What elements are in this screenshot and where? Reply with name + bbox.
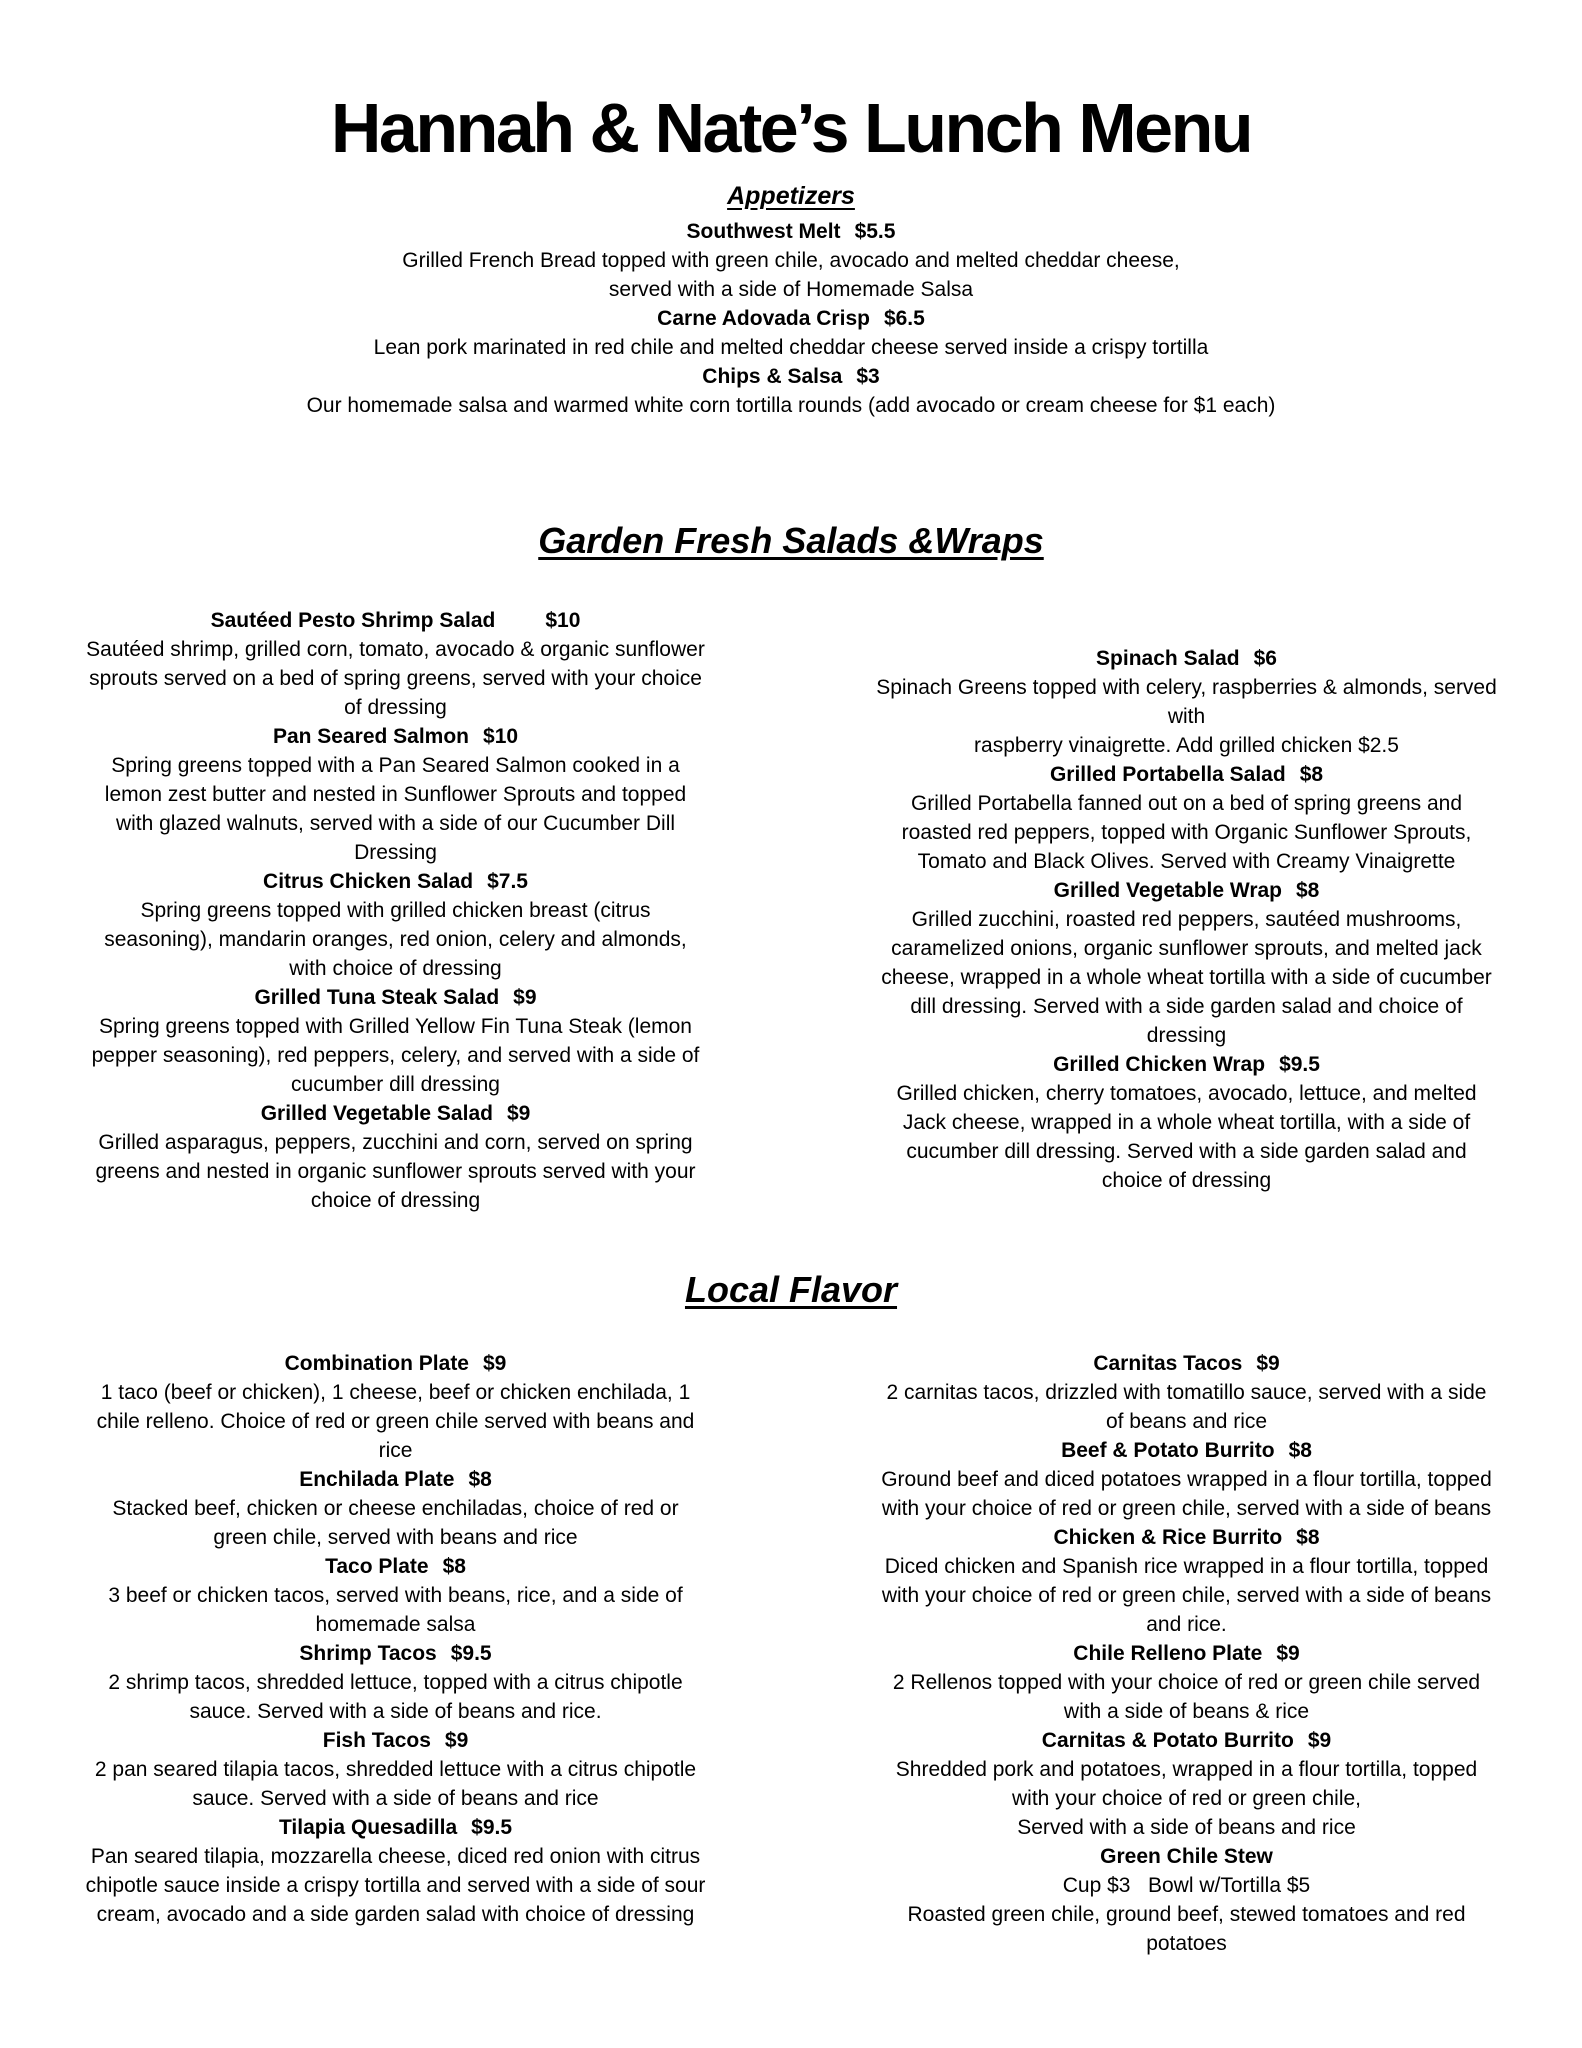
menu-item-name-line [836,1842,1537,1871]
menu-item [45,983,746,1099]
menu-item-desc-line: chipotle sauce inside a crispy tortilla and served with a side of sour [85,1873,706,1897]
menu-item [45,1099,746,1215]
menu-item-price: $9 [444,1728,469,1752]
menu-item-name-line [836,644,1537,673]
menu-item-desc-line: dressing [1146,1023,1227,1047]
menu-item-name: Carnitas & Potato Burrito [1041,1728,1294,1752]
menu-item-price: $7.5 [487,869,528,893]
menu-item-desc-line: choice of dressing [1101,1168,1272,1192]
menu-item-desc-line: 3 beef or chicken tacos, served with beans, rice, and a side of [108,1583,683,1607]
menu-item-desc-line: with glazed walnuts, served with a side of our Cucumber Dill [115,811,676,835]
menu-item-desc-line: cream, avocado and a side garden salad with choice of dressing [96,1902,695,1926]
menu-item-desc-line: Spring greens topped with Grilled Yellow Fin Tuna Steak (lemon [98,1014,692,1038]
menu-item-price: $9.5 [1279,1052,1320,1076]
menu-item-desc-line: of dressing [344,695,447,719]
menu-item-name-line [0,362,1582,391]
menu-item-desc-line: Grilled Portabella fanned out on a bed of spring greens and [910,791,1463,815]
menu-item-name-line [836,1726,1537,1755]
section-appetizers [0,182,1582,420]
menu-item-desc-line: 1 taco (beef or chicken), 1 cheese, beef or chicken enchilada, 1 [100,1380,691,1404]
menu-item-price: $9 [1276,1641,1300,1665]
salads-right-column [791,606,1582,1195]
menu-item-name-line [45,1099,746,1128]
menu-item-name: Sautéed Pesto Shrimp Salad [210,608,496,632]
menu-item-price: $8 [442,1554,466,1578]
menu-item-desc-line: with choice of dressing [289,956,502,980]
menu-item-name: Grilled Chicken Wrap [1053,1052,1266,1076]
menu-item-desc-line: cucumber dill dressing. Served with a side garden salad and [906,1139,1467,1163]
menu-item-desc-line: sauce. Served with a side of beans and rice [192,1786,599,1810]
menu-item-name: Carnitas Tacos [1093,1351,1243,1375]
menu-item-name-line [45,1813,746,1842]
menu-item [45,1726,746,1813]
menu-item-desc-line: greens and nested in organic sunflower sprouts served with your [95,1159,696,1183]
menu-item-name: Southwest Melt [686,219,841,243]
menu-item-price: $8 [1299,762,1324,786]
menu-item-price: $9 [483,1351,507,1375]
menu-item-desc-line: lemon zest butter and nested in Sunflower Sprouts and topped [104,782,687,806]
menu-item-name-line [836,1050,1537,1079]
menu-item-name: Carne Adovada Crisp [657,306,870,330]
menu-item-price: $10 [545,608,581,632]
appetizers-items [0,217,1582,420]
page-title: Hannah & Nate’s Lunch Menu [330,89,1252,167]
local-flavor-columns [0,1349,1582,1958]
menu-item-price: $6 [1253,646,1277,670]
menu-item-desc-line: Pan seared tilapia, mozzarella cheese, diced red onion with citrus [90,1844,701,1868]
menu-item-price: $8 [468,1467,492,1491]
menu-item-desc-line: Grilled zucchini, roasted red peppers, sautéed mushrooms, [911,907,1462,931]
menu-item-name: Fish Tacos [322,1728,431,1752]
menu-item-name: Chile Relleno Plate [1073,1641,1263,1665]
menu-item-desc-line: cheese, wrapped in a whole wheat tortilla with a side of cucumber [881,965,1492,989]
section-heading-appetizers: Appetizers [727,181,855,210]
menu-item-name-line [45,1552,746,1581]
menu-item-desc-line: with your choice of red or green chile, [1011,1786,1361,1810]
menu-item-desc-line: with [1167,704,1206,728]
menu-item-desc-line: Dressing [354,840,437,864]
menu-item-name: Grilled Vegetable Wrap [1053,878,1282,902]
menu-item-name: Green Chile Stew [1100,1844,1273,1868]
menu-item-price: $9 [1256,1351,1280,1375]
menu-item-desc-line: with your choice of red or green chile, served with a side of beans [881,1583,1492,1607]
menu-item-name: Spinach Salad [1096,646,1240,670]
menu-item-desc-line: sprouts served on a bed of spring greens, served with your choice [89,666,702,690]
menu-item-name-line [836,1349,1537,1378]
menu-item-name: Chips & Salsa [702,364,843,388]
menu-item-desc-line: 2 carnitas tacos, drizzled with tomatillo sauce, served with a side [886,1380,1487,1404]
menu-item [45,722,746,867]
menu-item-desc-line: Lean pork marinated in red chile and melted cheddar cheese served inside a crispy tortilla [373,335,1209,359]
menu-item-desc-line: Grilled French Bread topped with green chile, avocado and melted cheddar cheese, [402,248,1180,272]
menu-item-name-line [0,304,1582,333]
menu-item-desc-line: Spinach Greens topped with celery, raspberries & almonds, served [876,675,1497,699]
menu-item-desc-line: seasoning), mandarin oranges, red onion, celery and almonds, [104,927,687,951]
menu-item-name: Grilled Vegetable Salad [260,1101,493,1125]
menu-item-desc-line: Sautéed shrimp, grilled corn, tomato, avocado & organic sunflower [86,637,705,661]
menu-item-name: Enchilada Plate [299,1467,455,1491]
section-salads-wraps [0,520,1582,1215]
menu-item-desc-line: pepper seasoning), red peppers, celery, and served with a side of [91,1043,700,1067]
menu-item-desc-line: 2 Rellenos topped with your choice of red or green chile served [892,1670,1481,1694]
menu-item-name: Pan Seared Salmon [272,724,470,748]
menu-item-price: $8 [1296,1525,1320,1549]
menu-item-desc-line: Stacked beef, chicken or cheese enchiladas, choice of red or [112,1496,679,1520]
menu-item-desc-line: served with a side of Homemade Salsa [608,277,974,301]
menu-item-price: $3 [856,364,880,388]
menu-item [45,1639,746,1726]
menu-item [836,1436,1537,1523]
menu-item-desc-line: 2 pan seared tilapia tacos, shredded lettuce with a citrus chipotle [94,1757,697,1781]
menu-item-name: Chicken & Rice Burrito [1053,1525,1283,1549]
menu-item-desc-line: 2 shrimp tacos, shredded lettuce, topped with a citrus chipotle [108,1670,683,1694]
menu-item-name-line [836,760,1537,789]
local-flavor-right-column [791,1349,1582,1958]
menu-item [0,362,1582,420]
menu-item-name-line [45,606,746,635]
menu-item-price: $6.5 [883,306,925,330]
menu-item-name-line [45,1639,746,1668]
menu-item-desc-line: sauce. Served with a side of beans and rice. [189,1699,602,1723]
menu-item-name-line [836,876,1537,905]
menu-item-desc-line: Served with a side of beans and rice [1017,1815,1356,1839]
menu-item [45,1349,746,1465]
menu-item [836,1726,1537,1842]
salads-columns [0,606,1582,1215]
menu-item [836,760,1537,876]
menu-item [45,867,746,983]
section-local-flavor [0,1269,1582,1958]
menu-item [45,606,746,722]
menu-item-desc-line: with your choice of red or green chile, served with a side of beans [881,1496,1492,1520]
menu-item-desc-line: cucumber dill dressing [291,1072,500,1096]
menu-item [836,644,1537,760]
menu-item-price: $9.5 [471,1815,513,1839]
menu-item-desc-line: Spring greens topped with grilled chicken breast (citrus [140,898,651,922]
local-flavor-left-column [0,1349,791,1929]
menu-item [836,1842,1537,1958]
menu-item [0,217,1582,304]
menu-item [836,1639,1537,1726]
menu-item-desc-line: and rice. [1146,1612,1227,1636]
menu-item-name-line [45,722,746,751]
menu-item-price: $9 [1307,1728,1332,1752]
menu-item-desc-line: Spring greens topped with a Pan Seared Salmon cooked in a [111,753,680,777]
menu-item-desc-line: Cup $3 Bowl w/Tortilla $5 [1062,1873,1311,1897]
menu-item-name-line [45,1465,746,1494]
menu-item-name: Grilled Tuna Steak Salad [254,985,500,1009]
menu-item-desc-line: choice of dressing [310,1188,481,1212]
menu-item-desc-line: Shredded pork and potatoes, wrapped in a flour tortilla, topped [895,1757,1478,1781]
menu-item [0,304,1582,362]
menu-item-price: $5.5 [854,219,896,243]
menu-item-desc-line: Roasted green chile, ground beef, stewed tomatoes and red [907,1902,1466,1926]
menu-item [836,876,1537,1050]
menu-item-name: Combination Plate [284,1351,469,1375]
menu-item-name: Taco Plate [325,1554,429,1578]
menu-item-desc-line: roasted red peppers, topped with Organic Sunflower Sprouts, [901,820,1472,844]
menu-item-desc-line: Tomato and Black Olives. Served with Creamy Vinaigrette [917,849,1456,873]
menu-item-desc-line: with a side of beans & rice [1063,1699,1310,1723]
menu-item-name: Grilled Portabella Salad [1049,762,1286,786]
menu-item-desc-line: dill dressing. Served with a side garden salad and choice of [910,994,1463,1018]
menu-item-name-line [45,1726,746,1755]
menu-item-desc-line: caramelized onions, organic sunflower sprouts, and melted jack [891,936,1482,960]
menu-item-desc-line: raspberry vinaigrette. Add grilled chicken $2.5 [974,733,1399,757]
menu-item-price: $9.5 [450,1641,492,1665]
menu-item-name-line [836,1639,1537,1668]
menu-item [836,1349,1537,1436]
menu-item [45,1552,746,1639]
menu-item [836,1523,1537,1639]
menu-item [45,1813,746,1929]
menu-item-name-line [45,867,746,896]
menu-item-name: Tilapia Quesadilla [278,1815,458,1839]
menu-item-name: Shrimp Tacos [299,1641,437,1665]
menu-item-price: $10 [483,724,519,748]
section-heading-salads-wraps: Garden Fresh Salads &Wraps [538,519,1044,561]
menu-item-desc-line: chile relleno. Choice of red or green chile served with beans and [96,1409,695,1433]
menu-item-name-line [45,983,746,1012]
menu-item-desc-line: green chile, served with beans and rice [213,1525,578,1549]
menu-item-desc-line: rice [378,1438,413,1462]
menu-item-desc-line: Grilled asparagus, peppers, zucchini and corn, served on spring [98,1130,693,1154]
menu-item-desc-line: Jack cheese, wrapped in a whole wheat tortilla, with a side of [902,1110,1471,1134]
menu-item-name-line [45,1349,746,1378]
menu-item [836,1050,1537,1195]
menu-item-price: $9 [506,1101,531,1125]
menu-item-price: $8 [1296,878,1320,902]
section-heading-local-flavor: Local Flavor [684,1268,898,1310]
menu-item-name: Citrus Chicken Salad [263,869,474,893]
menu-item-desc-line: Grilled chicken, cherry tomatoes, avocado, lettuce, and melted [896,1081,1477,1105]
menu-item-price: $9 [513,985,537,1009]
menu-item-desc-line: Ground beef and diced potatoes wrapped in a flour tortilla, topped [881,1467,1492,1491]
menu-item-name-line [0,217,1582,246]
salads-left-column [0,606,791,1215]
menu-item [45,1465,746,1552]
menu-item-price: $8 [1288,1438,1312,1462]
menu-item-name: Beef & Potato Burrito [1061,1438,1275,1462]
menu-item-name-line [836,1436,1537,1465]
menu-item-desc-line: Diced chicken and Spanish rice wrapped in a flour tortilla, topped [884,1554,1489,1578]
menu-item-desc-line: of beans and rice [1105,1409,1268,1433]
menu-item-name-line [836,1523,1537,1552]
menu-item-desc-line: potatoes [1146,1931,1227,1955]
menu-item-desc-line: Our homemade salsa and warmed white corn tortilla rounds (add avocado or cream cheese for $1 each) [306,393,1276,417]
menu-item-desc-line: homemade salsa [315,1612,476,1636]
